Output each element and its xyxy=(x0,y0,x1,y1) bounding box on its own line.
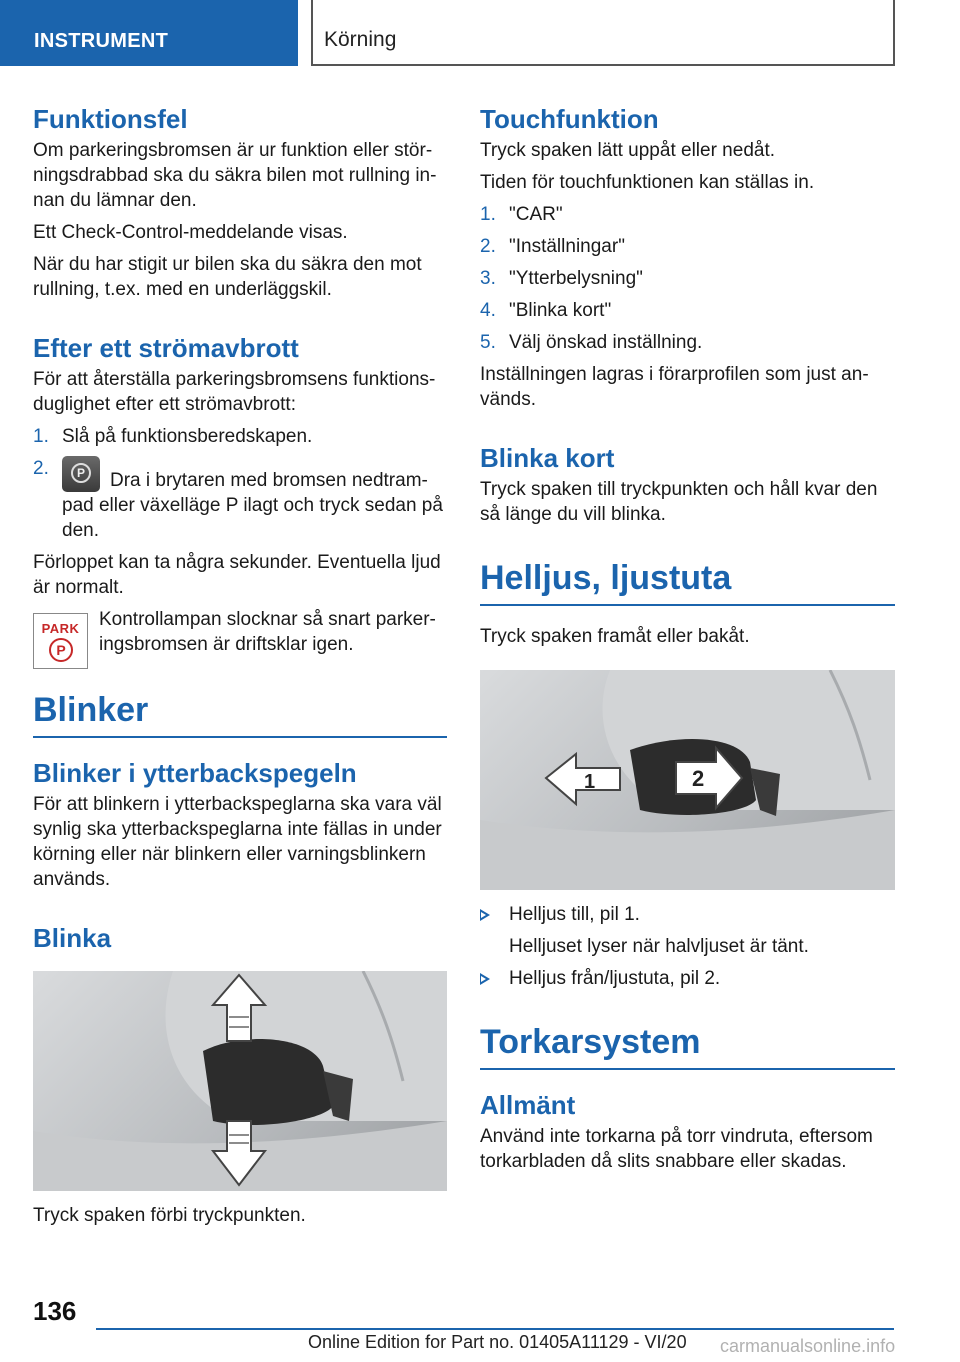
parking-brake-switch-icon: P xyxy=(62,456,100,492)
arrow-1-label: 1 xyxy=(584,771,596,793)
step-number: 2. xyxy=(480,236,496,257)
section-header xyxy=(311,0,895,66)
list-item xyxy=(480,298,895,323)
right-column xyxy=(480,102,895,1181)
heading-blinker: Blinker xyxy=(33,688,447,738)
step-number: 1. xyxy=(33,426,49,447)
heading-funktionsfel: Funktionsfel xyxy=(33,104,188,134)
chapter-tab[interactable] xyxy=(0,0,298,66)
park-warning-icon: PARK P xyxy=(33,613,88,669)
section-label: Körning xyxy=(324,28,397,51)
lever-illustration xyxy=(480,670,895,890)
step-number: 5. xyxy=(480,332,496,353)
paragraph: Tryck spaken till tryckpunkten och håll kvar den så länge du vill blinka. xyxy=(480,479,878,525)
heading-blinka-kort: Blinka kort xyxy=(480,443,615,473)
step-list xyxy=(480,202,895,355)
bullet-list xyxy=(480,902,895,991)
heading-torkarsystem: Torkarsystem xyxy=(480,1020,895,1070)
heading-allmant: Allmänt xyxy=(480,1090,576,1120)
step-text: "Ytterbelysning" xyxy=(509,268,643,289)
lever-illustration xyxy=(33,971,447,1191)
park-note xyxy=(33,607,447,667)
step-text: Slå på funktionsberedskapen. xyxy=(62,426,313,447)
heading-touchfunktion: Touchfunktion xyxy=(480,104,659,134)
watermark: carmanualsonline.info xyxy=(720,1336,896,1356)
bullet-text: Helljus till, pil 1. xyxy=(509,904,640,925)
step-number: 3. xyxy=(480,268,496,289)
list-item xyxy=(33,456,447,543)
step-number: 1. xyxy=(480,204,496,225)
heading-blinker-ytterbackspegeln: Blinker i ytterbackspegeln xyxy=(33,758,357,788)
footer-edition: Online Edition for Part no. 01405A11129 - VI/20 xyxy=(308,1332,687,1352)
step-number: 2. xyxy=(33,458,49,479)
list-item xyxy=(480,266,895,291)
left-column xyxy=(33,102,447,1235)
figure-caption: Tryck spaken förbi tryckpunkten. xyxy=(33,1205,306,1226)
paragraph: Inställningen lagras i förarprofilen som just används. xyxy=(480,364,869,410)
list-item xyxy=(480,330,895,355)
paragraph: Använd inte torkarna på torr vindruta, eftersom torkarbladen då slits snabbare eller skadas. xyxy=(480,1126,873,1172)
list-item xyxy=(480,234,895,259)
bullet-subtext: Helljuset lyser när halvljuset är tänt. xyxy=(509,936,809,957)
step-text: "Inställningar" xyxy=(509,236,625,257)
heading-blinka: Blinka xyxy=(33,923,112,953)
step-list xyxy=(33,424,447,543)
footer-divider xyxy=(96,1328,894,1330)
step-number: 4. xyxy=(480,300,496,321)
paragraph: Förloppet kan ta några sekunder. Eventuella ljud är normalt. xyxy=(33,552,441,598)
paragraph: Tiden för touchfunktionen kan ställas in. xyxy=(480,172,815,193)
step-text: "Blinka kort" xyxy=(509,300,612,321)
list-item xyxy=(480,902,895,927)
triangle-bullet-icon xyxy=(480,909,490,921)
park-note-text: Kontrollampan slocknar så snart parkeringsbromsen är driftsklar igen. xyxy=(99,609,436,655)
step-text: Dra i brytaren med bromsen nedtrampad eller växelläge P ilagt och tryck sedan på den. xyxy=(62,470,443,541)
paragraph: Tryck spaken framåt eller bakåt. xyxy=(480,626,750,647)
step-text: Välj önskad inställning. xyxy=(509,332,703,353)
step-text: "CAR" xyxy=(509,204,563,225)
paragraph: För att blinkern i ytterbackspeglarna ska vara väl synlig ska ytterbackspeglarna inte fällas in under körning eller när blinkern eller varningsblinkern används. xyxy=(33,794,442,890)
paragraph: Om parkeringsbromsen är ur funktion eller störningsdrabbad ska du säkra bilen mot rullning innan du lämnar den. xyxy=(33,140,437,211)
paragraph: För att återställa parkeringsbromsens funktionsduglighet efter ett strömavbrott: xyxy=(33,369,436,415)
bullet-text: Helljus från/ljustuta, pil 2. xyxy=(509,968,721,989)
list-item xyxy=(480,934,895,959)
turn-signal-lever-figure xyxy=(33,971,447,1191)
paragraph: När du har stigit ur bilen ska du säkra den mot rullning, t.ex. med en underläggskil. xyxy=(33,254,422,300)
list-item xyxy=(33,424,447,449)
list-item xyxy=(480,966,895,991)
list-item xyxy=(480,202,895,227)
chapter-label: INSTRUMENT xyxy=(34,30,169,52)
page-number: 136 xyxy=(33,1296,77,1326)
triangle-bullet-icon xyxy=(480,973,490,985)
heading-stromavbrott: Efter ett strömavbrott xyxy=(33,333,299,363)
arrow-2-label: 2 xyxy=(692,766,705,791)
heading-helljus: Helljus, ljustuta xyxy=(480,556,895,606)
high-beam-lever-figure xyxy=(480,670,895,890)
paragraph: Tryck spaken lätt uppåt eller nedåt. xyxy=(480,140,776,161)
paragraph: Ett Check-Control-meddelande visas. xyxy=(33,222,348,243)
